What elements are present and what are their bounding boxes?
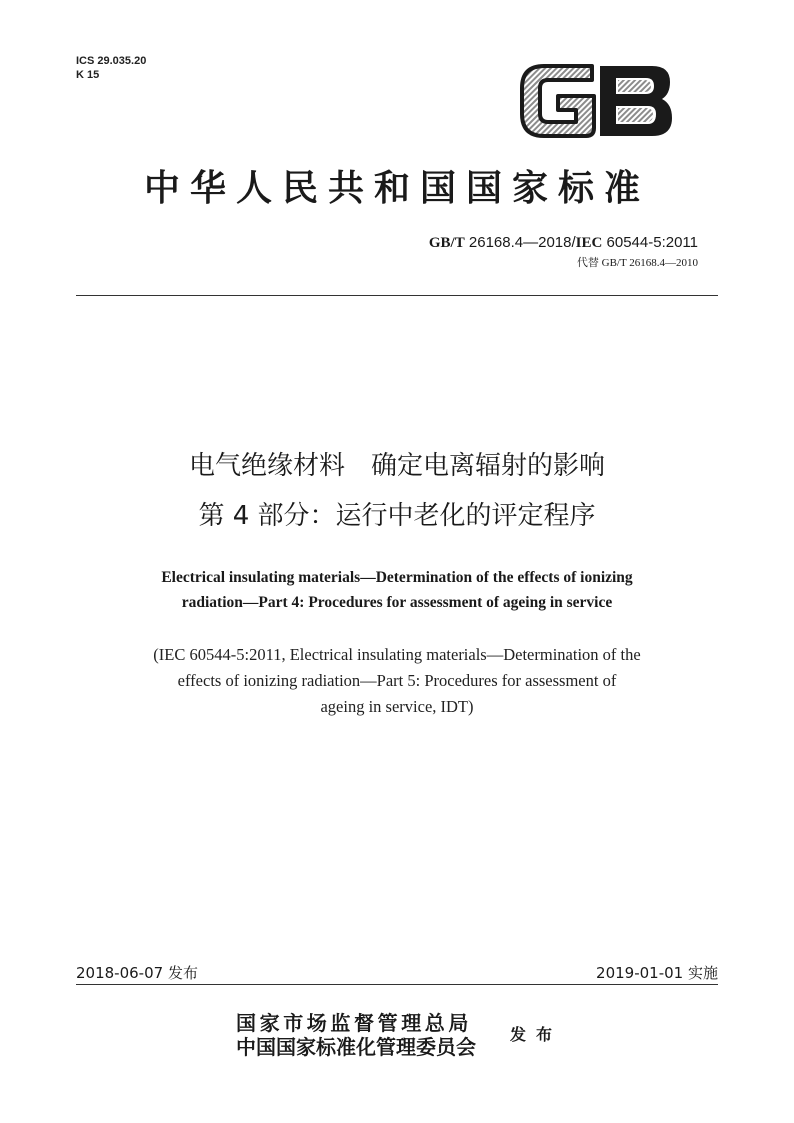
gb-logo (518, 60, 674, 142)
issuer-sac: 中国国家标准化管理委员会 (236, 1035, 476, 1059)
country-standard-title: 中华人民共和国国家标准 (143, 167, 650, 209)
classification-codes (76, 54, 146, 82)
standard-number-value: 26168.4—2018/ (464, 234, 576, 251)
standard-prefix: GB/T (428, 235, 465, 251)
idt-note-line-3: ageing in service, IDT) (320, 697, 474, 716)
ccs-code: K 15 (76, 69, 100, 81)
idt-note-line-1: (IEC 60544-5:2011, Electrical insulating materials—Determination of the (153, 645, 641, 664)
idt-note-line-2: effects of ionizing radiation—Part 5: Procedures for assessment of (177, 671, 617, 690)
ics-code: ICS 29.035.20 (76, 55, 147, 67)
issue-date: 2018-06-07 发布 (76, 964, 198, 982)
header-divider (76, 295, 718, 296)
publish-label: 发布 (510, 1025, 563, 1044)
chinese-title-line-1: 电气绝缘材料 确定电离辐射的影响 (188, 451, 605, 481)
english-title-line-2: radiation—Part 4: Procedures for assessment of ageing in service (181, 594, 613, 611)
standard-number (429, 234, 698, 252)
issuer-samr: 国家市场监督管理总局 (236, 1011, 472, 1035)
chinese-title-line-2: 第 4 部分：运行中老化的评定程序 (198, 501, 596, 531)
iec-number-value: 60544-5:2011 (602, 234, 698, 251)
iec-prefix: IEC (575, 235, 603, 251)
implementation-date: 2019-01-01 实施 (596, 964, 718, 982)
replaces-standard: 代替 GB/T 26168.4—2010 (576, 257, 698, 269)
english-title-line-1: Electrical insulating materials—Determination of the effects of ionizing (161, 569, 633, 586)
footer-divider (76, 984, 718, 985)
